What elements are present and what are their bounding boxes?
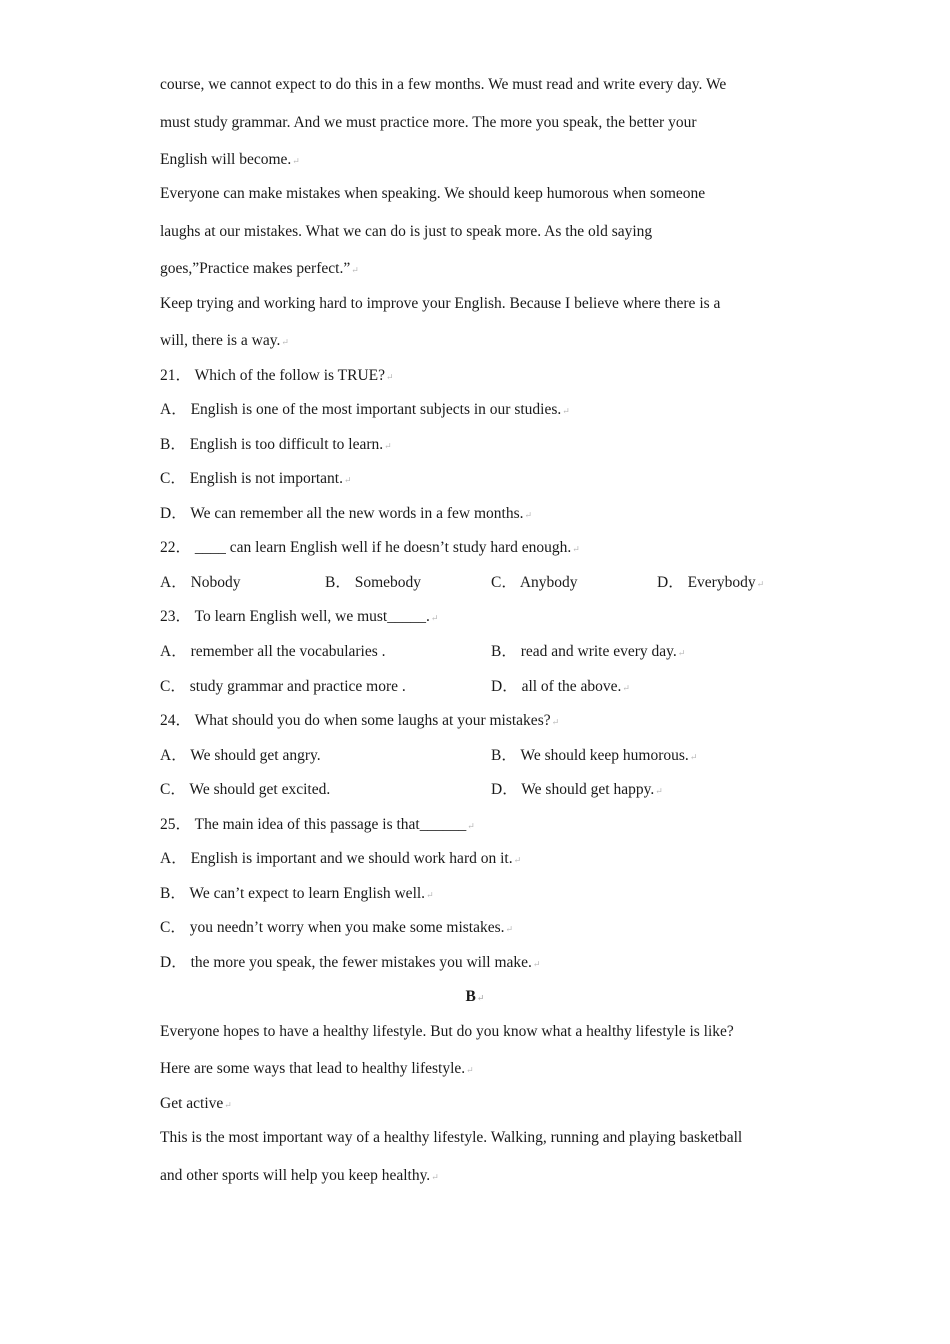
passage-line: Keep trying and working hard to improve your English. Because I believe where there is a [160, 295, 721, 312]
answer-option: B． English is too difficult to learn.↵ [160, 436, 392, 453]
answer-option: D． all of the above.↵ [491, 678, 630, 695]
answer-option: D． We should get happy.↵ [491, 781, 663, 798]
answer-option: A． English is one of the most important subjects in our studies.↵ [160, 401, 570, 418]
question-stem: 23． To learn English well, we must_____.↵ [160, 608, 439, 625]
answer-option: A． We should get angry. [160, 747, 321, 764]
paragraph-mark-icon: ↵ [384, 441, 392, 451]
paragraph-mark-icon: ↵ [689, 752, 698, 762]
answer-option: B． We can’t expect to learn English well.↵ [160, 885, 434, 902]
paragraph-mark-icon: ↵ [431, 1172, 439, 1182]
paragraph-mark-icon: ↵ [513, 855, 522, 865]
passage-line: Here are some ways that lead to healthy lifestyle.↵ [160, 1060, 474, 1077]
answer-option: C． study grammar and practice more . [160, 678, 406, 695]
paragraph-mark-icon: ↵ [281, 337, 289, 347]
paragraph-mark-icon: ↵ [467, 821, 475, 831]
passage-line: Everyone hopes to have a healthy lifestyle. But do you know what a healthy lifestyle is like? [160, 1023, 734, 1040]
answer-option: A． English is important and we should work hard on it.↵ [160, 850, 522, 867]
paragraph-mark-icon: ↵ [655, 786, 663, 796]
paragraph-mark-icon: ↵ [505, 924, 514, 934]
question-stem: 24． What should you do when some laughs at your mistakes?↵ [160, 712, 560, 729]
passage-line: Everyone can make mistakes when speaking. We should keep humorous when someone [160, 185, 706, 202]
section-heading: B↵ [465, 988, 485, 1005]
passage-line: must study grammar. And we must practice more. The more you speak, the better your [160, 114, 697, 131]
paragraph-mark-icon: ↵ [386, 372, 394, 382]
question-stem: 22． ____ can learn English well if he doesn’t study hard enough.↵ [160, 539, 580, 556]
paragraph-mark-icon: ↵ [562, 406, 570, 416]
passage-line: and other sports will help you keep healthy.↵ [160, 1167, 439, 1184]
answer-option: C． Anybody [491, 574, 578, 591]
paragraph-mark-icon: ↵ [622, 683, 630, 693]
answer-option: C． you needn’t worry when you make some mistakes.↵ [160, 919, 514, 936]
question-stem: 21． Which of the follow is TRUE?↵ [160, 367, 394, 384]
paragraph-mark-icon: ↵ [224, 1100, 232, 1110]
paragraph-mark-icon: ↵ [466, 1065, 474, 1075]
paragraph-mark-icon: ↵ [756, 579, 765, 589]
paragraph-mark-icon: ↵ [524, 510, 533, 520]
answer-option: A． Nobody [160, 574, 241, 591]
answer-option: C． We should get excited. [160, 781, 331, 798]
paragraph-mark-icon: ↵ [551, 717, 560, 727]
answer-option: D． Everybody↵ [657, 574, 765, 591]
passage-line: This is the most important way of a healthy lifestyle. Walking, running and playing basketball [160, 1129, 743, 1146]
passage-line: laughs at our mistakes. What we can do is just to speak more. As the old saying [160, 223, 653, 240]
paragraph-mark-icon: ↵ [430, 613, 439, 623]
answer-option: D． the more you speak, the fewer mistakes you will make.↵ [160, 954, 541, 971]
passage-line: goes,”Practice makes perfect.”↵ [160, 260, 359, 277]
paragraph-mark-icon: ↵ [351, 265, 359, 275]
answer-option: C． English is not important.↵ [160, 470, 352, 487]
answer-option: B． Somebody [325, 574, 422, 591]
question-stem: 25． The main idea of this passage is that______↵ [160, 816, 475, 833]
paragraph-mark-icon: ↵ [572, 544, 580, 554]
subheading: Get active↵ [160, 1095, 232, 1112]
paragraph-mark-icon: ↵ [426, 890, 434, 900]
answer-option: A． remember all the vocabularies . [160, 643, 386, 660]
paragraph-mark-icon: ↵ [476, 993, 485, 1003]
answer-option: B． We should keep humorous.↵ [491, 747, 698, 764]
passage-line: English will become.↵ [160, 151, 300, 168]
answer-option: B． read and write every day.↵ [491, 643, 686, 660]
passage-line: course, we cannot expect to do this in a few months. We must read and write every day. We [160, 76, 727, 93]
paragraph-mark-icon: ↵ [344, 475, 352, 485]
answer-option: D． We can remember all the new words in a few months.↵ [160, 505, 533, 522]
paragraph-mark-icon: ↵ [292, 156, 300, 166]
paragraph-mark-icon: ↵ [677, 648, 686, 658]
passage-line: will, there is a way.↵ [160, 332, 289, 349]
paragraph-mark-icon: ↵ [532, 959, 541, 969]
